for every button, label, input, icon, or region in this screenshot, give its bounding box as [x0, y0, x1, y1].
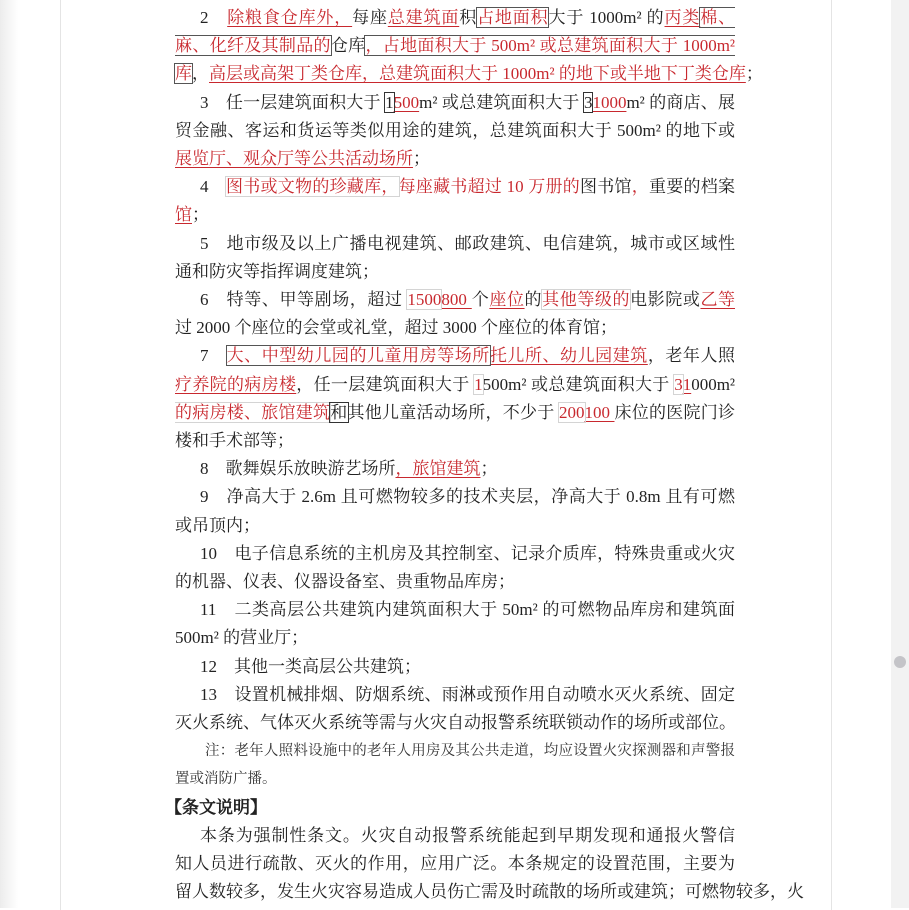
boxed-red-text: 棉、: [200, 8, 735, 32]
scrollbar-thumb[interactable]: [894, 656, 906, 668]
text-segment: ；: [413, 149, 430, 168]
text-segment: ，任一层建筑面积大于: [296, 374, 475, 394]
text-segment: 个: [471, 290, 490, 309]
inserted-text: 座位: [489, 290, 525, 309]
red-text: ，: [631, 177, 650, 197]
text-segment: 的机器、仪表、仪器设备室、贵重物品库房；: [175, 572, 515, 591]
text-segment: ，老年人照: [647, 346, 735, 366]
boxed-red-text: 1: [474, 374, 483, 394]
inserted-text: 800: [441, 290, 472, 309]
boxed-text: 3: [583, 92, 593, 112]
text-segment: ；: [192, 205, 209, 225]
text-segment: 11 二类高层公共建筑内建筑面积大于 50m² 的可燃物品库房和建筑面: [200, 600, 735, 620]
inserted-text: 馆: [175, 205, 192, 225]
text-segment: 000m²: [691, 374, 735, 394]
boxed-red-text: 占地面积: [477, 8, 549, 27]
text-line: [175, 117, 735, 145]
text-line: [175, 201, 735, 229]
boxed-red-text: 大、中型幼儿园的儿童用房等场所: [226, 346, 490, 366]
text-line: [175, 60, 763, 88]
text-segment: ；: [480, 459, 498, 479]
boxed-red-text: 1500: [407, 290, 442, 309]
boxed-red-text: 的病房楼、旅馆建筑: [175, 402, 331, 422]
boxed-red-text: 图书或文物的珍藏库，: [226, 177, 399, 197]
text-line: [200, 455, 735, 483]
text-line: [175, 314, 735, 342]
text-segment: 2: [200, 8, 228, 27]
text-line: [175, 258, 735, 286]
text-line: [175, 709, 735, 737]
text-segment: 10 电子信息系统的主机房及其控制室、记录介质库，特殊贵重或火灾: [200, 543, 735, 563]
text-line: [175, 399, 735, 427]
text-segment: 置或消防广播。: [175, 771, 277, 788]
text-segment: 通和防灾等指挥调度建筑；: [175, 261, 379, 281]
boxed-red-text: 200: [559, 402, 585, 422]
inserted-text: 总建筑面: [387, 8, 460, 27]
boxed-red-text: 麻、化纤及其制品的: [175, 36, 331, 56]
boxed-red-text: ，占地面积大于 500m² 或总建筑面积大于 1000m²: [175, 36, 735, 60]
text-line: [200, 173, 735, 201]
inserted-text: 500: [393, 92, 420, 112]
text-segment: 或吊顶内；: [175, 515, 260, 535]
text-line: [200, 483, 735, 511]
text-line: [200, 822, 735, 850]
text-segment: m² 或总建筑面积大于: [419, 92, 584, 112]
text-line: [200, 342, 735, 370]
text-segment: 8 歌舞娱乐放映游艺场所: [200, 459, 396, 479]
inserted-text: 疗养院的病房楼: [175, 374, 297, 394]
inserted-text: 1000: [592, 92, 627, 112]
text-segment: 电影院或: [630, 290, 701, 309]
text-segment: 大于 1000m² 的: [548, 8, 665, 27]
text-segment: ；: [745, 64, 763, 84]
text-segment: 13 设置机械排烟、防烟系统、雨淋或预作用自动喷水灭火系统、固定: [200, 684, 735, 704]
text-segment: 知人员进行疏散、灭火的作用，应用广泛。本条规定的设置范围，主要为: [175, 854, 735, 873]
text-segment: 5 地市级及以上广播电视建筑、邮政建筑、电信建筑，城市或区域性: [200, 233, 735, 253]
inserted-text: 除粮食仓库外，: [227, 8, 353, 27]
text-line: [200, 286, 735, 314]
scrollbar-track[interactable]: [891, 0, 909, 908]
text-line: [175, 878, 804, 906]
text-segment: 贸金融、客运和货运等类似用途的建筑，总建筑面积大于 500m² 的地下或: [175, 120, 735, 140]
text-segment: 床位的医院门诊: [614, 402, 735, 422]
text-line: [175, 568, 735, 596]
text-segment: 注：老年人照料设施中的老年人用房及其公共走道，均应设置火灾探测器和声警报: [205, 743, 735, 760]
boxed-text: 和: [330, 402, 348, 422]
text-segment: 其他儿童活动场所，不少于: [347, 402, 559, 422]
text-line: [175, 427, 735, 455]
text-segment: 留人数较多，发生火灾容易造成人员伤亡需及时疏散的场所或建筑；可燃物较多，火: [175, 882, 804, 902]
inserted-text: 1: [682, 374, 692, 394]
text-line: [175, 145, 735, 173]
text-line: [200, 596, 735, 624]
text-segment: 积: [459, 8, 478, 27]
text-segment: 本条为强制性条文。火灾自动报警系统能起到早期发现和通报火警信: [200, 825, 735, 845]
text-segment: ，: [192, 64, 209, 84]
inserted-text: 丙类: [664, 8, 701, 27]
note-line: [175, 765, 735, 793]
text-line: [200, 230, 735, 258]
text-segment: 500m² 或总建筑面积大于: [482, 374, 675, 394]
text-line: [175, 371, 735, 399]
inserted-text: ，旅馆建筑: [395, 459, 481, 479]
text-line: [200, 681, 735, 709]
inserted-text: 100: [584, 402, 615, 422]
inserted-text: 托儿所、幼儿园建筑: [489, 346, 648, 366]
note-line: [205, 737, 735, 765]
text-line: [200, 4, 735, 32]
inserted-text: 乙等: [700, 290, 735, 309]
text-line: [175, 624, 735, 652]
section-heading: [165, 794, 725, 822]
text-segment: 7: [200, 346, 227, 366]
text-segment: 500m² 的营业厅；: [175, 628, 309, 648]
inserted-text: 展览厅、观众厅等公共活动场所: [175, 149, 413, 168]
text-segment: 3 任一层建筑面积大于: [200, 92, 386, 112]
viewer-background: [0, 0, 18, 908]
text-segment: 重要的档案: [649, 177, 735, 197]
text-segment: 4: [200, 177, 227, 197]
text-segment: 每座: [352, 8, 388, 27]
text-segment: 图书馆: [579, 177, 632, 197]
text-segment: 6 特等、甲等剧场，超过: [200, 290, 408, 309]
text-segment: 【条文说明】: [165, 797, 267, 817]
text-line: [200, 89, 735, 117]
boxed-red-text: 3: [674, 374, 683, 394]
text-segment: 楼和手术部等；: [175, 431, 294, 450]
text-line: [175, 512, 735, 540]
boxed-red-text: 库: [175, 64, 192, 84]
text-segment: 过 2000 个座位的会堂或礼堂，超过 3000 个座位的体育馆；: [175, 318, 617, 338]
red-text: 每座藏书超过 10 万册的: [398, 177, 580, 197]
text-line: [200, 540, 735, 568]
text-line: [175, 850, 735, 878]
text-segment: 灭火系统、气体灭火系统等需与火灾自动报警系统联锁动作的场所或部位。: [175, 713, 736, 732]
text-segment: 仓库: [330, 36, 366, 56]
boxed-red-text: 其他等级的: [542, 290, 631, 309]
boxed-text: 1: [385, 92, 394, 112]
text-segment: 9 净高大于 2.6m 且可燃物较多的技术夹层，净高大于 0.8m 且有可燃: [200, 487, 735, 507]
text-segment: 12 其他一类高层公共建筑；: [200, 656, 421, 676]
text-segment: m² 的商店、展: [626, 92, 735, 112]
text-line: [200, 653, 735, 681]
inserted-text: 高层或高架丁类仓库，总建筑面积大于 1000m² 的地下或半地下丁类仓库: [209, 64, 746, 84]
text-line: [175, 32, 735, 60]
text-segment: 的: [524, 290, 543, 309]
